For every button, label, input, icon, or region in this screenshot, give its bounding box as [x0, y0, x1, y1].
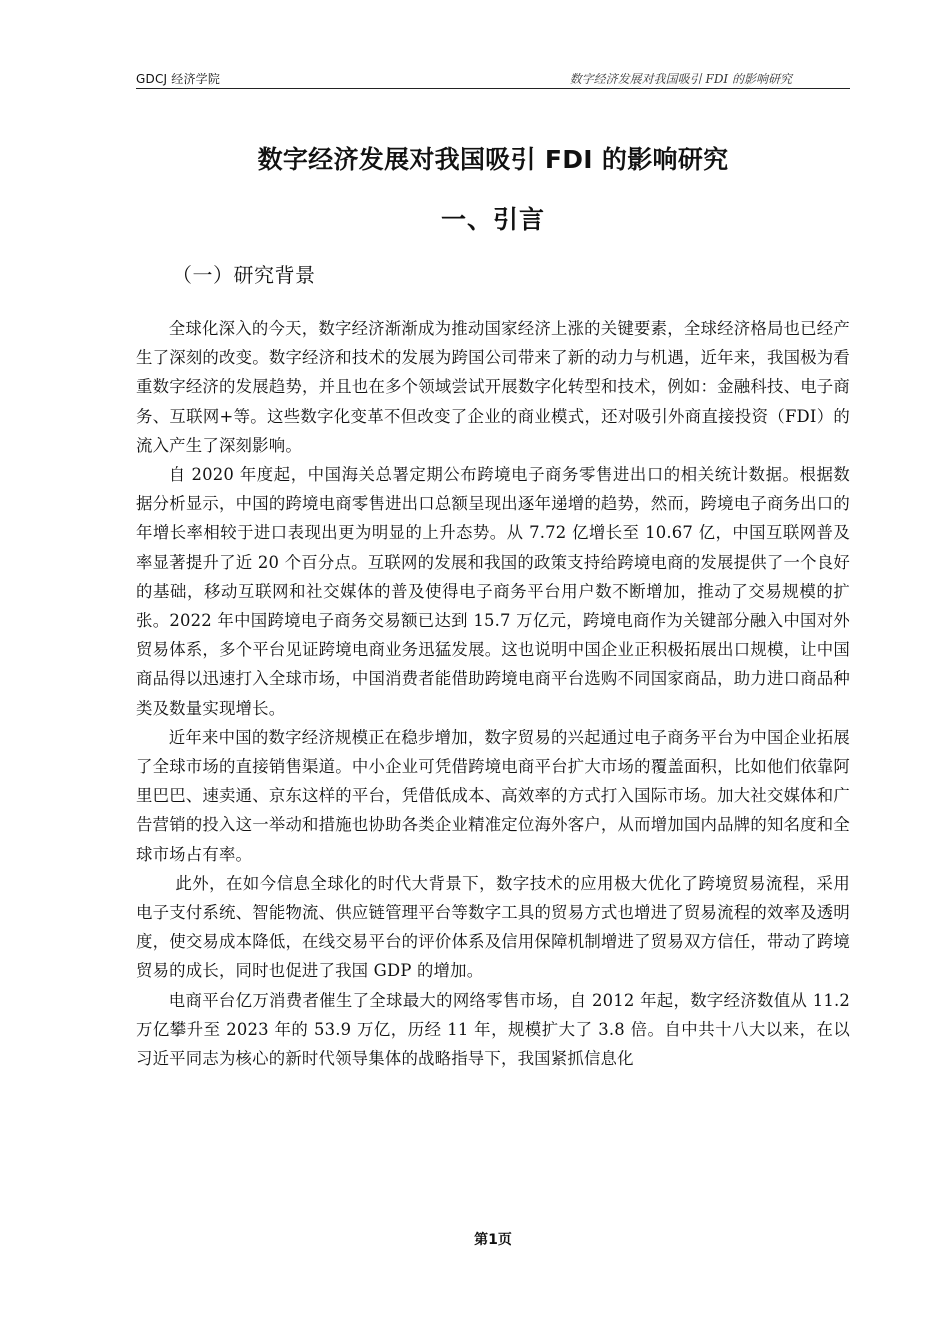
header-institution: GDCJ 经济学院	[136, 72, 221, 86]
page-header	[136, 68, 850, 89]
paragraph-3: 近年来中国的数字经济规模正在稳步增加，数字贸易的兴起通过电子商务平台为中国企业拓展了全球市场的直接销售渠道。中小企业可凭借跨境电商平台扩大市场的覆盖面积，比如他们依靠阿里巴巴、速卖通、京东这样的平台，凭借低成本、高效率的方式打入国际市场。加大社交媒体和广告营销的投入这一举动和措施也协助各类企业精准定位海外客户，从而增加国内品牌的知名度和全球市场占有率。	[136, 727, 850, 864]
body-text	[136, 314, 850, 1073]
document-title: 数字经济发展对我国吸引 FDI 的影响研究	[257, 145, 729, 174]
paragraph-2: 自 2020 年度起，中国海关总署定期公布跨境电子商务零售进出口的相关统计数据。根据数据分析显示，中国的跨境电商零售进出口总额呈现出逐年递增的趋势，然而，跨境电子商务出口的年增长率相较于进口表现出更为明显的上升态势。从 7.72 亿增长至 10.67 亿，中国互联网普及率显著提升了近 20 个百分点。互联网的发展和我国的政策支持给跨境电商的发展提供了一个良好的基础，移动互联网和社交媒体的普及使得电子商务平台用户数不断增加，推动了交易规模的扩张。2022 年中国跨境电子商务交易额已达到 15.7 万亿元，跨境电商作为关键部分融入中国对外贸易体系，多个平台见证跨境电商业务迅猛发展。这也说明中国企业正积极拓展出口规模，让中国商品得以迅速打入全球市场，中国消费者能借助跨境电商平台选购不同国家商品，助力进口商品种类及数量实现增长。	[136, 465, 850, 718]
paragraph-1: 全球化深入的今天，数字经济渐渐成为推动国家经济上涨的关键要素，全球经济格局也已经产生了深刻的改变。数字经济和技术的发展为跨国公司带来了新的动力与机遇，近年来，我国极为看重数字经济的发展趋势，并且也在多个领域尝试开展数字化转型和技术，例如：金融科技、电子商务、互联网+等。这些数字化变革不但改变了企业的商业模式，还对吸引外商直接投资（FDI）的流入产生了深刻影响。	[136, 319, 850, 455]
section-heading: 一、引言	[440, 205, 545, 234]
paragraph-4: 此外，在如今信息全球化的时代大背景下，数字技术的应用极大优化了跨境贸易流程，采用电子支付系统、智能物流、供应链管理平台等数字工具的贸易方式也增进了贸易流程的效率及透明度，使交易成本降低，在线交易平台的评价体系及信用保障机制增进了贸易双方信任，带动了跨境贸易的成长，同时也促进了我国 GDP 的增加。	[136, 873, 850, 981]
page-number: 第1页	[474, 1232, 512, 1248]
header-running-title: 数字经济发展对我国吸引 FDI 的影响研究	[569, 72, 792, 86]
paragraph-5: 电商平台亿万消费者催生了全球最大的网络零售市场，自 2012 年起，数字经济数值从 11.2 万亿攀升至 2023 年的 53.9 万亿，历经 11 年，规模扩大了 3.8 倍。自中共十八大以来，在以习近平同志为核心的新时代领导集体的战略指导下，我国紧抓信息化	[136, 990, 850, 1069]
subsection-heading: （一）研究背景	[172, 263, 316, 287]
